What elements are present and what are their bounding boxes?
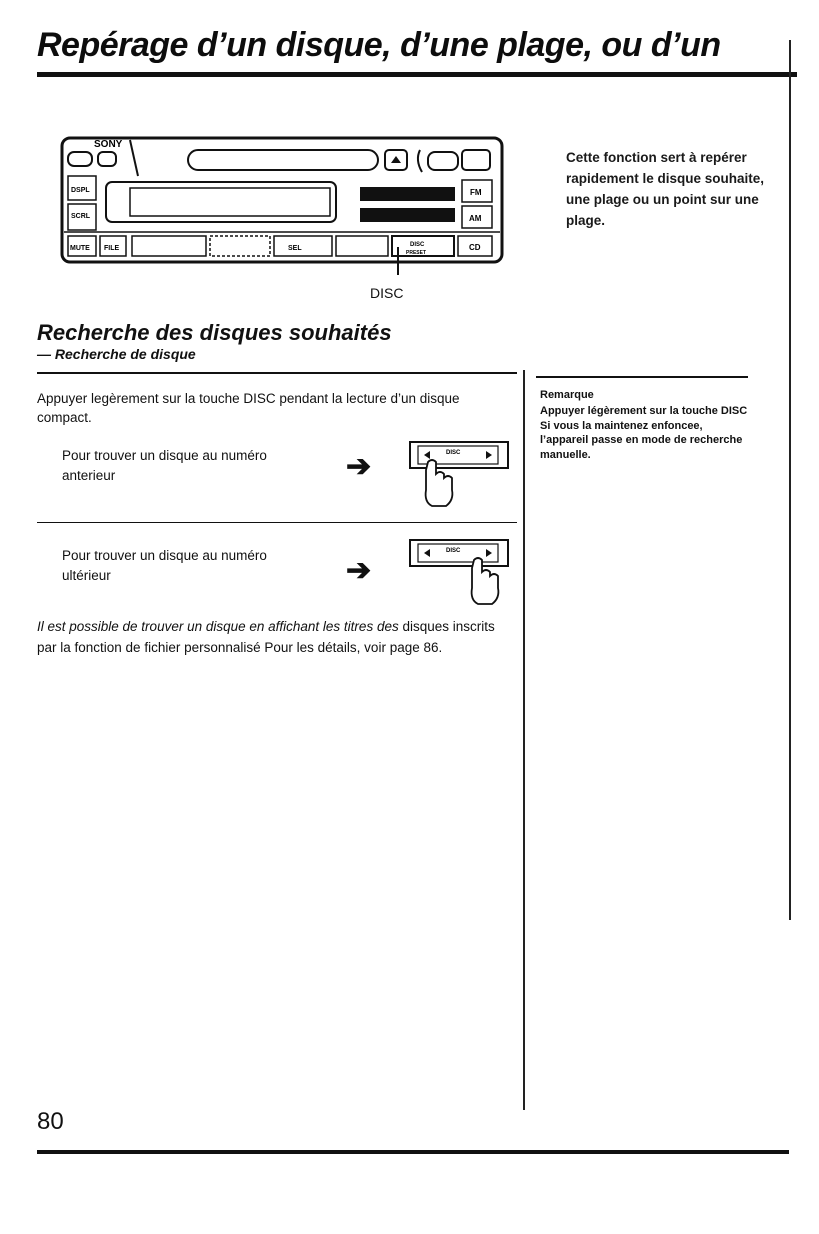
- fm-button-label: FM: [470, 188, 482, 197]
- disc-button-label: DISC: [410, 242, 425, 248]
- section-subtitle: — Recherche de disque: [37, 346, 196, 362]
- dspl-button-label: DSPL: [71, 187, 90, 194]
- file-button-label: FILE: [104, 245, 120, 252]
- cd-button-label: CD: [469, 243, 481, 252]
- disc-mini-label-2: DISC: [446, 548, 461, 554]
- note-heading: Remarque: [540, 389, 594, 401]
- section-rule: [37, 372, 517, 374]
- page-title: Repérage d’un disque, d’une plage, ou d’un: [37, 26, 721, 64]
- section-title: Recherche des disques souhaités: [37, 320, 392, 345]
- tip-italic-text: Il est possible de trouver un disque en affichant les titres des: [37, 619, 399, 634]
- disc-minus-press-illustration: [408, 440, 512, 510]
- tip-paragraph: [37, 616, 507, 658]
- step-divider: [37, 522, 517, 523]
- disc-plus-press-illustration: [408, 538, 512, 608]
- bottom-rule: [37, 1150, 789, 1154]
- sel-button-label: SEL: [288, 245, 302, 252]
- arrow-right-icon-2: ➔: [346, 554, 372, 587]
- disc-mini-label-1: DISC: [446, 450, 461, 456]
- stereo-panel-illustration: [60, 132, 506, 268]
- section-intro-text: Appuyer legèrement sur la touche DISC pendant la lecture d’un disque compact.: [37, 391, 460, 425]
- disc-callout-label: DISC: [370, 285, 404, 301]
- title-rule: [37, 72, 797, 77]
- disc-callout-line: [397, 247, 399, 275]
- column-divider: [523, 370, 525, 1110]
- page-number: 80: [37, 1108, 64, 1135]
- right-margin-line: [789, 40, 791, 920]
- tip-regular-text: disques inscrits par la fonction de fichier personnalisé Pour les détails, voir page 86.: [37, 619, 495, 655]
- intro-paragraph: Cette fonction sert à repérer rapidement le disque souhaite, une plage ou un point sur une plage.: [566, 150, 765, 228]
- note-body: Appuyer légèrement sur la touche DISC Si vous la maintenez enfoncee, l’appareil passe en mode de recherche manuelle.: [540, 405, 748, 461]
- step-next-disc: Pour trouver un disque au numéro ultérieur: [62, 548, 267, 583]
- arrow-right-icon: ➔: [346, 450, 372, 483]
- brand-label: SONY: [94, 139, 123, 150]
- scrl-button-label: SCRL: [71, 213, 91, 220]
- note-rule: [536, 376, 748, 378]
- am-button-label: AM: [469, 214, 482, 223]
- preset-button-label: PRESET: [406, 250, 427, 256]
- mute-button-label: MUTE: [70, 245, 90, 252]
- step-previous-disc: Pour trouver un disque au numéro anterieur: [62, 448, 267, 483]
